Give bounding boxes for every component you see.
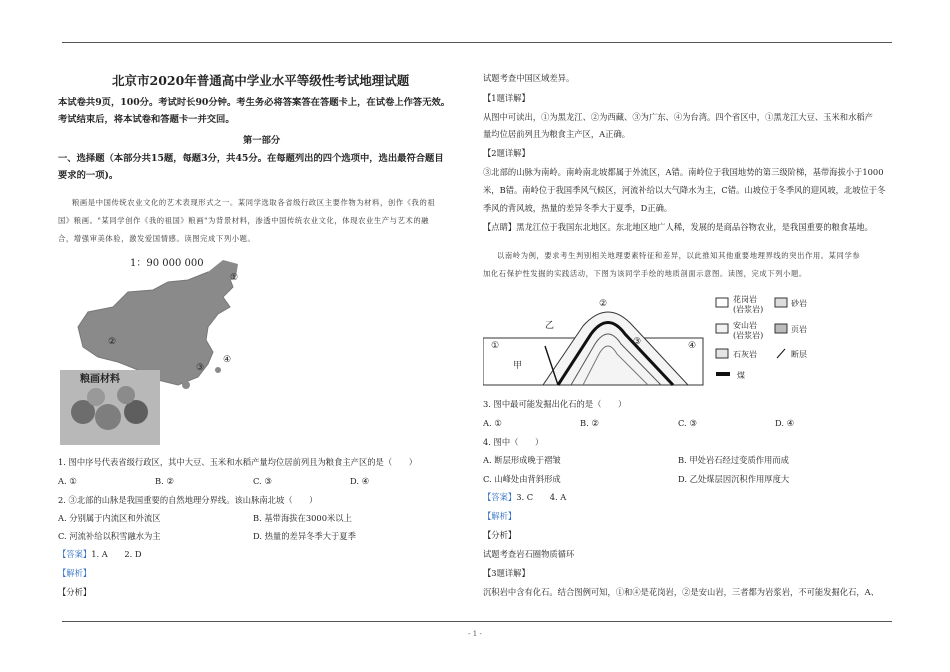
legend-swatch-shale [775,324,787,333]
answer-left-text: 1. A 2. D [91,549,142,559]
section-label-yi: 乙 [545,321,555,331]
china-map-figure [58,252,273,447]
q2-option-c: C. 河流补给以积雪融水为主 [58,531,161,541]
grain-bag-4 [87,388,105,406]
answer-right [483,491,566,504]
legend-swatch-sandstone [775,298,787,307]
q3-stem: 3. 图中最可能发掘出化石的是（ ） [483,399,627,409]
q1-option-c: C. ③ [253,476,272,486]
right-top-text: 试题考查中国区域差异。 [483,73,575,83]
q3-option-d: D. ④ [775,418,795,428]
footer-rule [62,621,892,622]
legend-limestone: 石灰岩 [733,350,757,359]
analysis-right: 【解析】 [483,511,517,521]
q1-stem: 1. 图中序号代表省级行政区，其中大豆、玉米和水稻产量均位居前列且为粮食主产区的是（ ） [58,457,418,467]
q4-option-d: D. 乙处煤层因沉积作用厚度大 [678,474,790,484]
marker-4: ④ [223,355,232,365]
legend-granite-b: (岩浆岩) [733,305,764,314]
passage1-line-1: 粮画是中国传统农业文化的艺术表现形式之一。某同学选取各省级行政区主要作物为材料，创作《我的祖 [72,198,436,207]
part-heading: 第一部分 [243,135,281,146]
grain-bag-2 [95,404,121,430]
page-title: 北京市2020年普通高中学业水平等级性考试地理试题 [112,73,410,88]
legend-andesite-b: (岩浆岩) [733,331,764,340]
answer-right-label: 【答案】 [483,492,517,502]
legend-swatch-granite [716,298,728,307]
q2-detail-line-2: 米，B错。南岭位于我国季风气候区，河流补给以大气降水为主，C错。山坡位于冬季风的迎风坡，北坡位于冬 [483,185,886,195]
legend-sandstone: 砂岩 [791,299,807,308]
q2-detail-label: 【2题详解】 [483,148,530,158]
right-topic-2: 试题考查岩石圈物质循环 [483,549,575,559]
legend-coal: 煤 [737,371,745,380]
q2-option-b: B. 基带海拔在3000米以上 [253,513,352,523]
legend-granite-a: 花岗岩 [733,295,757,304]
section-marker-4: ④ [688,341,697,351]
hainan-shape [182,381,190,389]
q1-detail-line-1: 从图中可读出，①为黑龙江、②为西藏、③为广东、④为台湾。四个省区中，①黑龙江大豆、玉米和水稻产 [483,112,873,122]
header-rule [62,42,892,43]
q3-option-a: A. ① [483,418,502,428]
q3-option-c: C. ③ [678,418,697,428]
page-number: - 1 - [468,630,482,638]
legend-swatch-limestone [716,349,728,358]
answer-left [58,548,142,561]
fenxi-left: 【分析】 [58,587,92,597]
taiwan-shape [215,367,221,373]
china-map-shape [78,272,233,385]
intro-line-1: 本试卷共9页，100分。考试时长90分钟。考生务必将答案答在答题卡上，在试卷上作答无效。 [58,97,451,108]
q2-detail-line-3: 季风的背风坡，热量的差异冬季大于夏季，D正确。 [483,203,673,213]
marker-2: ② [108,337,117,347]
passage2-line-2: 加化石保护性发掘的实践活动，下图为该同学手绘的地质剖面示意图。读图，完成下列小题。 [483,269,807,278]
legend-swatch-coal [716,372,730,376]
section-marker-1: ① [491,341,500,351]
q1-option-d: D. ④ [350,476,370,486]
passage1-line-2: 国》粮画。"某同学创作《我的祖国》粮画"为背景材料，渗透中国传统农业文化，体现农业生产与艺术的融 [58,216,430,225]
passage1-line-3: 合，增强审美体验，激发爱国情感。读图完成下列小题。 [58,234,256,243]
q1-detail-line-2: 量均位居前列且为粮食主产区，A正确。 [483,129,631,139]
legend-fault: 断层 [791,350,807,359]
geologic-section-figure [483,286,893,390]
q2-option-a: A. 分别属于内流区和外流区 [58,513,161,523]
answer-left-label: 【答案】 [58,549,92,559]
section-marker-3: ③ [633,337,642,347]
analysis-left: 【解析】 [58,568,92,578]
dianjing-label: 【点睛】 [483,222,517,232]
legend-andesite-a: 安山岩 [733,321,757,330]
map-scale: 1：90 000 000 [130,258,204,269]
fenxi-right: 【分析】 [483,530,517,540]
dianjing [483,221,873,234]
section-marker-2: ② [599,299,608,309]
grain-bag-5 [117,386,135,404]
legend-swatch-fault [777,349,785,358]
q4-stem: 4. 图中（ ） [483,437,544,447]
intro-line-2: 考试结束后，将本试卷和答题卡一并交回。 [58,114,235,125]
dianjing-text: 黑龙江位于我国东北地区。东北地区地广人稀，发展的是商品谷物农业，是我国重要的粮食基地。 [516,222,873,232]
q1-option-a: A. ① [58,476,77,486]
q4-option-c: C. 山峰处由背斜形成 [483,474,561,484]
legend-swatch-andesite [716,324,728,333]
q3-detail-text: 沉积岩中含有化石。结合图例可知，①和④是花岗岩，②是安山岩，三者都为岩浆岩，不可能发掘化石，A、 [483,587,879,597]
section-intro-2: 要求的一项)。 [58,170,119,181]
section-intro-1: 一、选择题（本部分共15题，每题3分，共45分。在每题列出的四个选项中，选出最符合题目 [58,153,444,164]
q2-detail-line-1: ③北部的山脉为南岭。南岭南北坡都属于外流区，A错。南岭位于我国地势的第三级阶梯，基带海拔小于1000 [483,167,884,177]
q1-detail-label: 【1题详解】 [483,93,530,103]
q2-stem: 2. ③北部的山脉是我国重要的自然地理分界线。该山脉南北坡（ ） [58,495,318,505]
answer-right-text: 3. C 4. A [516,492,567,502]
grain-photo-label: 粮画材料 [80,374,120,385]
q1-option-b: B. ② [155,476,174,486]
q3-option-b: B. ② [580,418,599,428]
q4-option-b: B. 甲处岩石经过变质作用而成 [678,455,789,465]
q3-detail-label: 【3题详解】 [483,568,530,578]
marker-1: ① [230,273,239,283]
legend-shale: 页岩 [791,325,807,334]
passage2-line-1: 以南岭为例，要求考生判别相关地理要素特征和差异，以此推知其他重要地理界线的突出作用。某同学参 [497,251,861,260]
section-label-jia: 甲 [513,361,523,371]
marker-3: ③ [196,363,205,373]
q4-option-a: A. 断层形成晚于褶皱 [483,455,561,465]
q2-option-d: D. 热量的差异冬季大于夏季 [253,531,356,541]
